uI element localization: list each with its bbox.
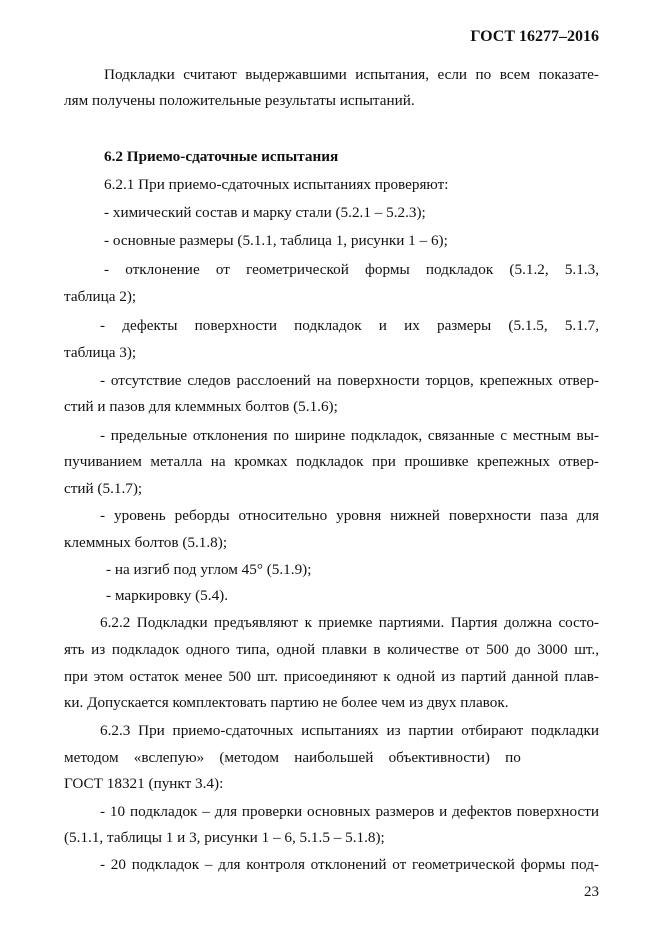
list-item: - на изгиб под углом 45° (5.1.9);	[106, 561, 312, 578]
text-line: Подкладки считают выдержавшими испытания, если по всем показате-	[104, 66, 599, 83]
text-line: пучиванием металла на кромках подкладок при прошивке крепежных отвер-	[64, 453, 599, 470]
list-item: - 10 подкладок – для проверки основных размеров и дефектов поверхности	[100, 803, 599, 820]
text-line: методом «вслепую» (методом наибольшей объективности) по	[64, 749, 521, 766]
text-line: лям получены положительные результаты испытаний.	[64, 92, 415, 109]
text-line: таблица 2);	[64, 288, 137, 305]
text-line: стий (5.1.7);	[64, 480, 143, 497]
page-number: 23	[584, 884, 599, 900]
document-header: ГОСТ 16277–2016	[470, 28, 599, 45]
list-item: - отсутствие следов расслоений на поверхности торцов, крепежных отвер-	[100, 372, 599, 389]
text-line: ки. Допускается комплектовать партию не более чем из двух плавок.	[64, 694, 509, 711]
list-item: - химический состав и марку стали (5.2.1 – 5.2.3);	[104, 204, 426, 221]
text-line: ГОСТ 18321 (пункт 3.4):	[64, 775, 224, 792]
text-line: 6.2.3 При приемо-сдаточных испытаниях из партии отбирают подкладки	[100, 722, 599, 739]
text-line: (5.1.1, таблицы 1 и 3, рисунки 1 – 6, 5.1.5 – 5.1.8);	[64, 829, 385, 846]
section-heading: 6.2 Приемо-сдаточные испытания	[104, 148, 339, 165]
list-item: - маркировку (5.4).	[106, 587, 229, 604]
text-line: таблица 3);	[64, 344, 137, 361]
text-line: стий и пазов для клеммных болтов (5.1.6);	[64, 398, 338, 415]
list-item: - основные размеры (5.1.1, таблица 1, рисунки 1 – 6);	[104, 232, 448, 249]
text-line: при этом остаток менее 500 шт. присоединяют к одной из партий данной плав-	[64, 668, 599, 685]
list-item: - дефекты поверхности подкладок и их размеры (5.1.5, 5.1.7,	[100, 317, 599, 334]
list-item: - предельные отклонения по ширине подкладок, связанные с местным вы-	[100, 427, 599, 444]
list-item: - отклонение от геометрической формы подкладок (5.1.2, 5.1.3,	[104, 261, 599, 278]
list-item: - 20 подкладок – для контроля отклонений от геометрической формы под-	[100, 856, 599, 873]
text-line: ять из подкладок одного типа, одной плавки в количестве от 500 до 3000 шт.,	[64, 641, 599, 658]
text-line: 6.2.1 При приемо-сдаточных испытаниях проверяют:	[104, 176, 449, 193]
list-item: - уровень реборды относительно уровня нижней поверхности паза для	[100, 507, 599, 524]
text-line: 6.2.2 Подкладки предъявляют к приемке партиями. Партия должна состо-	[100, 614, 599, 631]
text-line: клеммных болтов (5.1.8);	[64, 534, 228, 551]
